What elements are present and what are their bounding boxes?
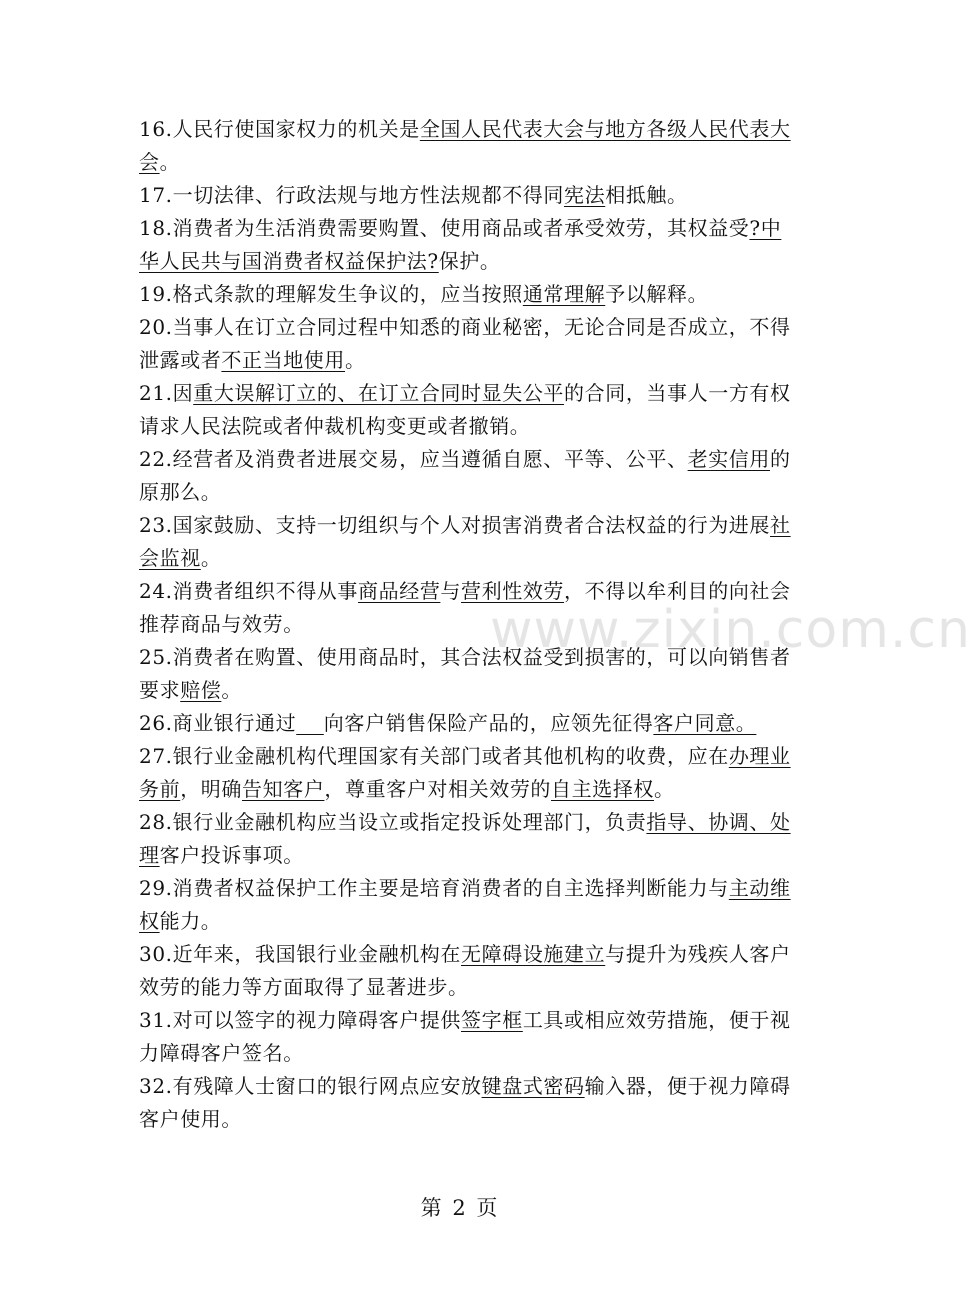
answer-text: 键盘式密码 [481, 1074, 585, 1098]
question-item [139, 113, 799, 179]
answer-text: 告知客户 [242, 777, 325, 801]
question-item [139, 509, 799, 575]
question-text: ，不得以牟利目的向社会推荐商品与效劳。 [139, 579, 791, 636]
question-text: 相抵触。 [605, 183, 688, 207]
question-item [139, 377, 799, 443]
question-text: 20.当事人在订立合同过程中知悉的商业秘密，无论合同是否成立，不得泄露或者 [139, 315, 791, 372]
answer-text: 客户同意。 [653, 711, 757, 735]
question-text: 21.因 [139, 381, 194, 405]
question-item [139, 707, 799, 740]
answer-text: 赔偿 [180, 678, 222, 702]
question-text: 。 [345, 348, 366, 372]
answer-text: 无障碍设施建立 [461, 942, 606, 966]
question-text: 。 [159, 150, 181, 174]
question-text: 30.近年来，我国银行业金融机构在 [139, 942, 462, 966]
answer-text: 自主选择权 [551, 777, 655, 801]
question-item [139, 641, 799, 707]
question-text: 向客户销售保险产品的，应领先征得 [323, 711, 654, 735]
question-text: 26.商业银行通过 [139, 711, 297, 735]
answer-text: ?中华人民共与国消费者权益保护法? [139, 216, 782, 273]
answer-text: 主动维权 [139, 876, 791, 933]
question-item [139, 212, 799, 278]
question-item [139, 575, 799, 641]
question-item [139, 443, 799, 509]
question-item [139, 740, 799, 806]
question-item [139, 938, 799, 1004]
answer-text: 重大误解订立的、在订立合同时显失公平 [193, 381, 565, 405]
question-text: 。 [200, 546, 222, 570]
question-item [139, 311, 799, 377]
question-text: 能力。 [159, 909, 222, 933]
question-text: 19.格式条款的理解发生争议的，应当按照 [139, 282, 523, 306]
question-item [139, 806, 799, 872]
question-item [139, 179, 799, 212]
watermark: www.zixin.com.cn [490, 600, 971, 660]
answer-text: 营利性效劳 [461, 579, 565, 603]
question-text: 工具或相应效劳措施，便于视力障碍客户签名。 [139, 1008, 791, 1065]
question-item [139, 278, 799, 311]
question-text [296, 711, 324, 735]
answer-text: 通常理解 [522, 282, 606, 306]
question-text: ，尊重客户对相关效劳的 [324, 777, 552, 801]
question-text: 31.对可以签字的视力障碍客户提供 [139, 1008, 462, 1032]
question-text: 予以解释。 [605, 282, 709, 306]
question-text: 与 [440, 579, 462, 603]
question-text: 29.消费者权益保护工作主要是培育消费者的自主选择判断能力与 [139, 876, 729, 900]
answer-text: 签字框 [461, 1008, 523, 1032]
question-text: 17.一切法律、行政法规与地方性法规都不得同 [139, 183, 565, 207]
question-text: 22.经营者及消费者进展交易，应当遵循自愿、平等、公平、 [139, 447, 688, 471]
question-text: 的合同，当事人一方有权请求人民法院或者仲裁机构变更或者撤销。 [139, 381, 791, 438]
question-text: 28.银行业金融机构应当设立或指定投诉处理部门，负责 [139, 810, 647, 834]
answer-text: 全国人民代表大会与地方各级人民代表大会 [139, 117, 791, 174]
question-item [139, 872, 799, 938]
question-text: 32.有残障人士窗口的银行网点应安放 [139, 1074, 482, 1098]
page-number: 第 2 页 [420, 1196, 500, 1220]
answer-text: 商品经营 [358, 579, 441, 603]
question-text: 。 [221, 678, 243, 702]
answer-text: 老实信用 [687, 447, 771, 471]
question-text: ，明确 [180, 777, 243, 801]
question-text: 的原那么。 [139, 447, 791, 504]
question-text: 27.银行业金融机构代理国家有关部门或者其他机构的收费，应在 [139, 744, 729, 768]
question-item [139, 1004, 799, 1070]
question-text: 23.国家鼓励、支持一切组织与个人对损害消费者合法权益的行为进展 [139, 513, 771, 537]
question-text: 24.消费者组织不得从事 [139, 579, 359, 603]
answer-text: 办理业务前 [139, 744, 791, 801]
question-text: 与提升为残疾人客户效劳的能力等方面取得了显著进步。 [139, 942, 791, 999]
question-text: 25.消费者在购置、使用商品时，其合法权益受到损害的，可以向销售者要求 [139, 645, 791, 702]
answer-text: 社会监视 [139, 513, 791, 570]
question-text: 客户投诉事项。 [159, 843, 304, 867]
question-text: 输入器，便于视力障碍客户使用。 [139, 1074, 791, 1131]
document-body [139, 113, 799, 1136]
question-item [139, 1070, 799, 1136]
question-text: 16.人民行使国家权力的机关是 [139, 117, 420, 141]
question-text: 18.消费者为生活消费需要购置、使用商品或者承受效劳，其权益受 [139, 216, 750, 240]
question-text: 。 [654, 777, 675, 801]
question-text: 保护。 [438, 249, 501, 273]
answer-text: 指导、协调、处理 [139, 810, 791, 867]
answer-text: 不正当地使用 [221, 348, 346, 372]
answer-text: 宪法 [564, 183, 606, 207]
